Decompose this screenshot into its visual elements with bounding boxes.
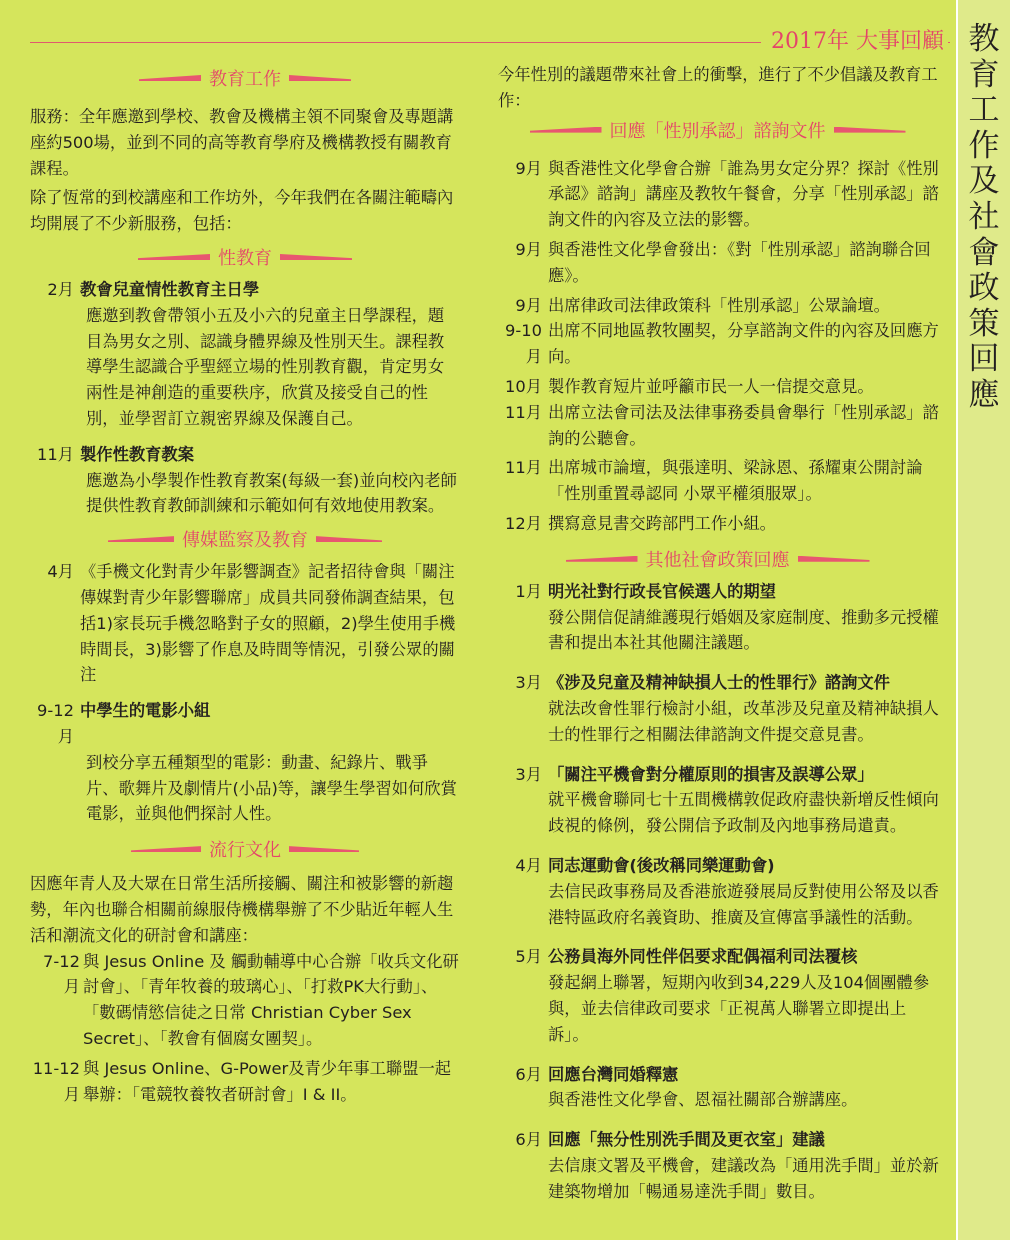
banner-right-bar [289, 846, 359, 852]
event-month: 1月 [515, 581, 542, 601]
event-text: 出席不同地區教牧團契，分享諮詢文件的內容及回應方向。 [548, 321, 939, 367]
event-body-row [490, 605, 945, 657]
event-month: 9-10月 [505, 321, 542, 367]
event-month: 9月 [515, 239, 542, 259]
event-entry [30, 698, 460, 750]
event-title: 《涉及兒童及精神缺損人士的性罪行》諮詢文件 [548, 673, 890, 693]
event-text: 出席城市論壇，與張達明、梁詠恩、孫耀東公開討論「性別重置尋認同 小眾平權須服眾」。 [548, 458, 923, 504]
event-entry [30, 1056, 460, 1108]
event-body-row [490, 787, 945, 839]
event-entry [490, 293, 945, 319]
left-column [30, 66, 460, 1107]
event-entry [490, 511, 945, 537]
section-banner-pop-culture [30, 837, 460, 861]
event-entry [490, 670, 945, 696]
event-text: 與香港性文化學會合辦「誰為男女定分界？探討《性別承認》諮詢」講座及教牧午餐會，分享「性別承認」諮詢文件的內容及立法的影響。 [548, 158, 939, 230]
right-column [490, 62, 945, 1204]
event-month: 4月 [47, 562, 74, 582]
event-entry [30, 442, 460, 468]
event-body-row [490, 879, 945, 931]
intro-paragraph: 服務：全年應邀到學校、教會及機構主領不同聚會及專題講座約500場，並到不同的高等教育學府及機構教授有關教育課程。 [30, 107, 454, 178]
banner-left-bar [566, 556, 638, 562]
event-entry [490, 374, 945, 400]
banner-label: 其他社會政策回應 [645, 549, 790, 571]
event-body-row [490, 1153, 945, 1205]
event-entry [30, 559, 460, 688]
event-month: 11月 [505, 458, 542, 478]
event-body: 去信民政事務局及香港旅遊發展局反對使用公帑及以香港特區政府名義資助、推廣及宣傳富爭議性的活動。 [548, 881, 939, 927]
event-entry [490, 762, 945, 788]
event-month: 11月 [505, 402, 542, 422]
event-body: 與香港性文化學會、恩福社關部合辦講座。 [548, 1090, 858, 1110]
event-month: 9月 [515, 295, 542, 315]
banner-left-bar [139, 75, 201, 81]
event-month: 9-12月 [37, 701, 74, 746]
event-body-row [30, 750, 460, 827]
event-entry [30, 949, 460, 1052]
banner-right-bar [280, 254, 352, 260]
event-body: 發公開信促請維護現行婚姻及家庭制度、推動多元授權書和提出本社其他關注議題。 [548, 607, 939, 653]
event-body-row [490, 696, 945, 748]
event-text: 製作教育短片並呼籲市民一人一信提交意見。 [548, 376, 874, 396]
event-body: 到校分享五種類型的電影：動畫、紀錄片、戰爭片、歌舞片及劇情片(小品)等，讓學生學習如何欣賞電影，並與他們探討人性。 [86, 752, 457, 824]
event-month: 12月 [505, 513, 542, 533]
event-title: 公務員海外同性伴侶要求配偶福利司法覆核 [548, 947, 858, 967]
banner-label: 傳媒監察及教育 [182, 530, 308, 552]
section-banner-gender-recognition [490, 118, 945, 142]
event-entry [490, 318, 945, 370]
event-month: 9月 [515, 158, 542, 178]
event-entry [490, 156, 945, 233]
section-vertical-title: 教育工作及社會政策回應 [968, 21, 1000, 413]
event-text: 出席立法會司法及法律事務委員會舉行「性別承認」諮詢的公聽會。 [548, 402, 939, 448]
event-body: 就法改會性罪行檢討小組，改革涉及兒童及精神缺損人士的性罪行之相關法律諮詢文件提交意見書。 [548, 698, 939, 744]
event-entry [490, 400, 945, 452]
banner-right-bar [834, 127, 906, 133]
side-strip [956, 0, 1010, 1240]
banner-left-bar [530, 127, 602, 133]
event-entry [490, 579, 945, 605]
event-month: 5月 [515, 947, 542, 967]
section-banner-sex-education [30, 245, 460, 269]
banner-left-bar [131, 846, 201, 852]
event-title: 回應台灣同婚釋憲 [548, 1064, 679, 1084]
event-month: 2月 [47, 279, 74, 299]
banner-right-bar [289, 75, 351, 81]
banner-left-bar [138, 254, 210, 260]
section-banner-other-policy [490, 547, 945, 571]
event-month: 11月 [37, 444, 74, 464]
banner-right-bar [316, 536, 382, 542]
event-body-row [490, 1087, 945, 1113]
event-body: 發起網上聯署，短期內收到34,229人及104個團體參與，並去信律政司要求「正視萬人聯署立即提出上訴」。 [548, 973, 930, 1044]
event-entry [490, 1127, 945, 1153]
page-title: 2017年 大事回顧 [761, 24, 948, 55]
event-title: 回應「無分性別洗手間及更衣室」建議 [548, 1130, 825, 1150]
event-text: 出席律政司法律政策科「性別承認」公眾論壇。 [548, 295, 890, 315]
event-entry [30, 277, 460, 303]
event-title: 教會兒童情性教育主日學 [80, 279, 260, 299]
event-entry [490, 944, 945, 970]
event-month: 10月 [505, 376, 542, 396]
event-body: 應邀為小學製作性教育教案(每級一套)並向校內老師提供性教育教師訓練和示範如何有效地使用教案。 [86, 470, 457, 516]
event-body: 就平機會聯同七十五間機構敦促政府盡快新增反性傾向歧視的條例，發公開信予政制及內地事務局遣責。 [548, 790, 939, 836]
event-text: 《手機文化對青少年影響調查》記者招待會與「關注傳媒對青少年影響聯席」成員共同發佈調查結果，包括1)家長玩手機忽略對子女的照顧，2)學生使用手機時間長，3)影響了作息及時間等情況，引發公眾的關注 [80, 562, 456, 685]
event-month: 7-12月 [43, 951, 80, 997]
banner-right-bar [798, 556, 870, 562]
intro-paragraph: 除了恆常的到校講座和工作坊外，今年我們在各關注範疇內均開展了不少新服務，包括： [30, 188, 454, 234]
event-body-row [30, 303, 460, 432]
banner-left-bar [108, 536, 174, 542]
intro-paragraph: 今年性別的議題帶來社會上的衝擊，進行了不少倡議及教育工作： [498, 65, 938, 110]
event-title: 明光社對行政長官候選人的期望 [548, 581, 776, 601]
event-month: 6月 [515, 1130, 542, 1150]
banner-label: 流行文化 [209, 840, 281, 862]
section-banner-education [30, 66, 460, 90]
section-banner-media [30, 527, 460, 551]
event-body-row [30, 468, 460, 520]
event-body: 應邀到教會帶領小五及小六的兒童主日學課程，題目為男女之別、認識身體界線及性別天生。課程教導學生認識合乎聖經立場的性別教育觀，肯定男女兩性是神創造的重要秩序，欣賞及接受自己的性別，並學習訂立親密界線及保護自己。 [86, 305, 445, 428]
event-month: 6月 [515, 1064, 542, 1084]
intro-paragraph: 因應年青人及大眾在日常生活所接觸、關注和被影響的新趨勢，年內也聯合相關前線服侍機構舉辦了不少貼近年輕人生活和潮流文化的研討會和講座： [30, 874, 454, 945]
event-title: 製作性教育教案 [80, 444, 194, 464]
event-title: 「關注平機會對分權原則的損害及誤導公眾」 [548, 764, 874, 784]
event-month: 4月 [515, 855, 542, 875]
event-entry [490, 1062, 945, 1088]
event-text: 與 Jesus Online、G-Power及青少年事工聯盟一起舉辦：「電競牧養牧者研討會」I & II。 [83, 1058, 452, 1104]
event-month: 3月 [515, 764, 542, 784]
event-text: 撰寫意見書交跨部門工作小組。 [548, 513, 776, 533]
event-month: 3月 [515, 673, 542, 693]
event-entry [490, 455, 945, 507]
banner-label: 回應「性別承認」諮詢文件 [609, 120, 826, 142]
event-entry [490, 853, 945, 879]
event-month: 11-12月 [32, 1058, 80, 1104]
event-title: 中學生的電影小組 [80, 701, 211, 721]
event-body: 去信康文署及平機會，建議改為「通用洗手間」並於新建築物增加「暢通易達洗手間」數目。 [548, 1155, 939, 1201]
event-body-row [490, 970, 945, 1047]
event-entry [490, 237, 945, 289]
event-text: 與香港性文化學會發出：《對「性別承認」諮詢聯合回應》。 [548, 239, 931, 285]
event-text: 與 Jesus Online 及 觸動輔導中心合辦「收兵文化研討會」、「青年牧養的玻璃心」、「打救PK大行動」、「數碼情慾信徒之日常 Christian Cyber Sex Secret」、「教會有個腐女團契」。 [83, 951, 459, 1048]
banner-label: 性教育 [218, 247, 272, 269]
banner-label: 教育工作 [209, 69, 281, 90]
event-title: 同志運動會(後改稱同樂運動會) [548, 855, 775, 875]
